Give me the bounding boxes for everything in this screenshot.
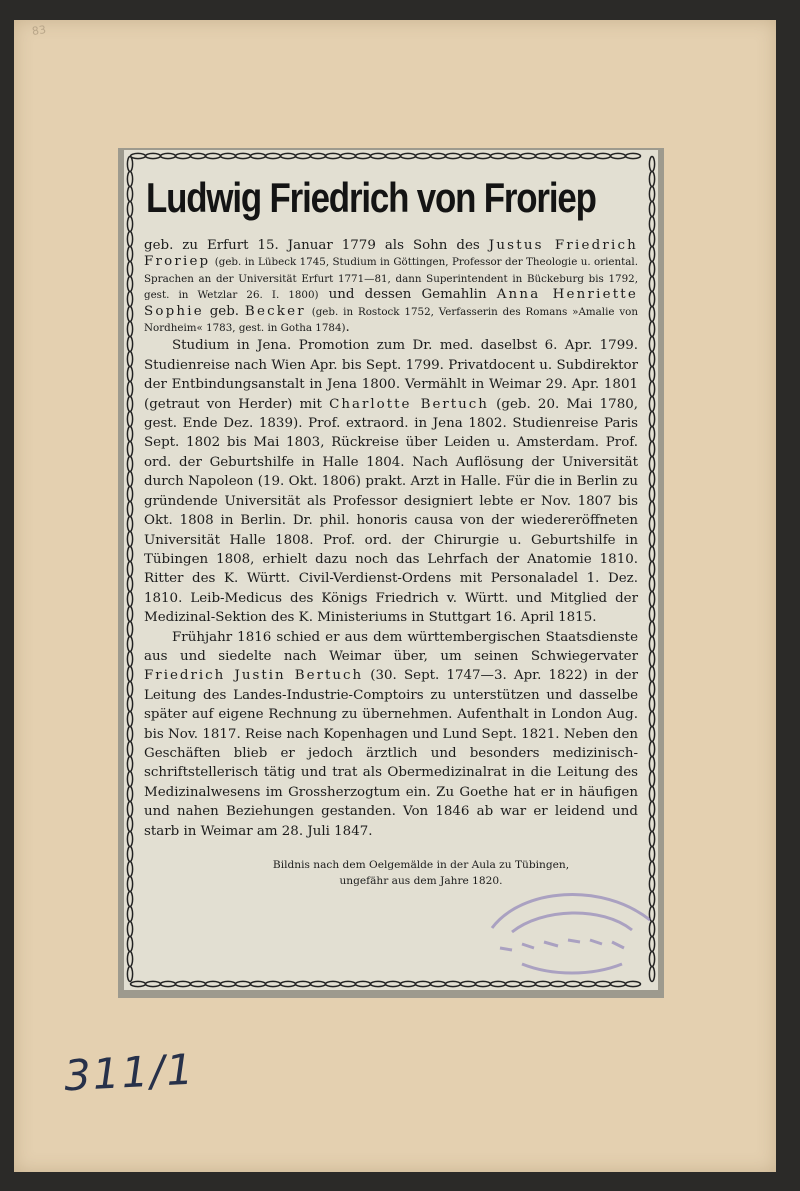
chain-link bbox=[649, 832, 654, 847]
chain-link bbox=[127, 367, 132, 382]
chain-link bbox=[566, 153, 581, 158]
chain-link bbox=[649, 547, 654, 562]
chain-link bbox=[649, 352, 654, 367]
chain-link bbox=[127, 727, 132, 742]
chain-link bbox=[127, 802, 132, 817]
chain-link bbox=[127, 292, 132, 307]
chain-link bbox=[649, 277, 654, 292]
para2-text-b: (30. Sept. 1747—3. Apr. 1822) in der Leitung des Landes-Industrie-Comptoirs zu unterstützen und dasselbe später auf eigene Rechnung zu übernehmen. Aufenthalt in London Aug. bis Nov. 1817. Reise nach Kopenhagen und Lund Sept. 1821. Neben den Geschäften blieb er jedoch ärztlich und besonders medizinisch-schriftstellerisch tätig und trat als Obermedizinalrat in die Leitung des Medizinalwesens im Grossherzogtum ein. Zu Goethe hat er in häufigen und nahen Beziehungen gestanden. Von 1846 ab war er leidend und starb in Weimar am 28. Juli 1847. bbox=[144, 668, 638, 839]
chain-link bbox=[386, 981, 401, 986]
chain-link bbox=[127, 427, 132, 442]
chain-link bbox=[649, 202, 654, 217]
chain-link bbox=[611, 153, 626, 158]
chain-link bbox=[649, 532, 654, 547]
chain-link bbox=[416, 981, 431, 986]
mother-maiden-name: Becker bbox=[244, 303, 306, 319]
chain-link bbox=[416, 153, 431, 158]
chain-link bbox=[649, 607, 654, 622]
chain-link bbox=[649, 757, 654, 772]
father-note: (geb. in Lübeck 1745, Studium in Göttingen, Professor der Theologie u. oriental. Sprachen an der Universität Erfurt 1771—81, dann Superintendent in Bückeburg bis 1792, gest. in Wetzlar 26. I. 1800) bbox=[144, 256, 638, 302]
chain-link bbox=[176, 981, 191, 986]
chain-link bbox=[146, 153, 161, 158]
lead-text-3: geb. bbox=[209, 303, 245, 319]
chain-link bbox=[127, 322, 132, 337]
lead-paragraph bbox=[144, 238, 638, 336]
chain-link bbox=[127, 832, 132, 847]
chain-link bbox=[401, 153, 416, 158]
chain-link bbox=[131, 153, 146, 158]
chain-link bbox=[127, 277, 132, 292]
chain-link bbox=[649, 682, 654, 697]
chain-link bbox=[649, 337, 654, 352]
chain-link bbox=[649, 247, 654, 262]
chain-link bbox=[649, 292, 654, 307]
chain-link bbox=[461, 153, 476, 158]
page-title: Ludwig Friedrich von Froriep bbox=[146, 174, 596, 221]
father-name: Justus Friedrich Froriep bbox=[144, 238, 638, 270]
chain-link bbox=[236, 153, 251, 158]
chain-link bbox=[127, 877, 132, 892]
chain-link bbox=[431, 981, 446, 986]
chain-link bbox=[206, 153, 221, 158]
para1-text-b: (geb. 20. Mai 1780, gest. Ende Dez. 1839). Prof. extraord. in Jena 1802. Studienreise Paris Sept. 1802 bis Mai 1803, Rückreise über Leiden u. Amsterdam. Prof. ord. der Geburtshilfe in Halle 1804. Nach Auflösung der Universität durch Napoleon (19. Okt. 1806) prakt. Arzt in Halle. Für die in Berlin zu gründende Universität als Professor designiert lebte er Nov. 1807 bis Okt. 1808 in Berlin. Dr. phil. honoris causa von der wiedereröffneten Universität Halle 1808. Prof. ord. der Chirurgie u. Geburtshilfe in Tübingen 1808, erhielt dazu noch das Lehrfach der Anatomie 1810. Ritter des K. Württ. Civil-Verdienst-Ordens mit Personaladel 1. Dez. 1810. Leib-Medicus des Königs Friedrich v. Württ. und Mitglied der Medizinal-Sektion des K. Ministeriums in Stuttgart 16. April 1815. bbox=[144, 396, 638, 626]
chain-link bbox=[127, 892, 132, 907]
chain-link bbox=[596, 153, 611, 158]
chain-link bbox=[127, 382, 132, 397]
chain-link bbox=[649, 712, 654, 727]
chain-link bbox=[446, 981, 461, 986]
chain-link bbox=[127, 607, 132, 622]
chain-link bbox=[127, 922, 132, 937]
chain-link bbox=[326, 981, 341, 986]
chain-link bbox=[131, 981, 146, 986]
chain-link bbox=[649, 502, 654, 517]
chain-link bbox=[176, 153, 191, 158]
chain-link bbox=[127, 307, 132, 322]
chain-link bbox=[127, 937, 132, 952]
chain-link bbox=[626, 153, 641, 158]
chain-link bbox=[649, 487, 654, 502]
chain-link bbox=[649, 442, 654, 457]
chain-link bbox=[127, 232, 132, 247]
chain-link bbox=[649, 172, 654, 187]
chain-link bbox=[649, 262, 654, 277]
chain-link bbox=[649, 742, 654, 757]
chain-link bbox=[649, 307, 654, 322]
chain-link bbox=[649, 232, 654, 247]
father-in-law-name: Friedrich Justin Bertuch bbox=[144, 668, 364, 684]
chain-link bbox=[506, 153, 521, 158]
chain-link bbox=[127, 472, 132, 487]
chain-link bbox=[649, 787, 654, 802]
chain-link bbox=[127, 592, 132, 607]
chain-link bbox=[127, 562, 132, 577]
chain-link bbox=[476, 153, 491, 158]
biography-paragraph-2 bbox=[144, 628, 638, 841]
chain-link bbox=[127, 532, 132, 547]
chain-link bbox=[536, 153, 551, 158]
lead-text-1: geb. zu Erfurt 15. Januar 1779 als Sohn des bbox=[144, 238, 489, 253]
chain-link bbox=[127, 652, 132, 667]
chain-link bbox=[649, 772, 654, 787]
chain-link bbox=[127, 622, 132, 637]
chain-link bbox=[127, 577, 132, 592]
chain-link bbox=[266, 153, 281, 158]
chain-link bbox=[127, 457, 132, 472]
lead-text-2: und dessen Gemahlin bbox=[328, 287, 497, 303]
corner-pencil-note: 83 bbox=[31, 23, 47, 38]
chain-link bbox=[127, 757, 132, 772]
chain-link bbox=[127, 172, 132, 187]
chain-link bbox=[581, 153, 596, 158]
chain-link bbox=[127, 862, 132, 877]
chain-link bbox=[281, 153, 296, 158]
chain-link bbox=[311, 981, 326, 986]
chain-link bbox=[127, 352, 132, 367]
chain-link bbox=[191, 981, 206, 986]
chain-link bbox=[127, 157, 132, 172]
chain-link bbox=[551, 153, 566, 158]
chain-link bbox=[649, 457, 654, 472]
chain-link bbox=[127, 772, 132, 787]
chain-link bbox=[521, 153, 536, 158]
chain-link bbox=[127, 817, 132, 832]
chain-link bbox=[341, 153, 356, 158]
chain-link bbox=[296, 153, 311, 158]
chain-link bbox=[127, 637, 132, 652]
chain-link bbox=[251, 153, 266, 158]
chain-link bbox=[266, 981, 281, 986]
chain-link bbox=[127, 907, 132, 922]
chain-link bbox=[649, 592, 654, 607]
chain-link bbox=[127, 742, 132, 757]
library-stamp bbox=[482, 880, 662, 990]
chain-link bbox=[127, 967, 132, 982]
chain-link bbox=[649, 847, 654, 862]
chain-link bbox=[649, 472, 654, 487]
chain-link bbox=[281, 981, 296, 986]
chain-link bbox=[401, 981, 416, 986]
mother-note: (geb. in Rostock 1752, Verfasserin des Romans »Amalie von Nordheim« 1783, gest. in Gotha 1784) bbox=[144, 305, 638, 335]
wife-name: Charlotte Bertuch bbox=[329, 396, 489, 412]
chain-link bbox=[127, 442, 132, 457]
chain-link bbox=[127, 502, 132, 517]
chain-link bbox=[649, 577, 654, 592]
chain-link bbox=[649, 412, 654, 427]
chain-link bbox=[649, 862, 654, 877]
chain-link bbox=[161, 981, 176, 986]
chain-link bbox=[127, 712, 132, 727]
chain-link bbox=[127, 787, 132, 802]
chain-link bbox=[127, 682, 132, 697]
chain-link bbox=[127, 262, 132, 277]
chain-link bbox=[649, 802, 654, 817]
chain-link bbox=[127, 667, 132, 682]
chain-link bbox=[386, 153, 401, 158]
chain-link bbox=[341, 981, 356, 986]
chain-link bbox=[127, 697, 132, 712]
chain-link bbox=[296, 981, 311, 986]
caption-line-2: ungefähr aus dem Jahre 1820. bbox=[339, 875, 503, 887]
chain-link bbox=[206, 981, 221, 986]
chain-link bbox=[127, 337, 132, 352]
chain-link bbox=[356, 981, 371, 986]
chain-link bbox=[127, 952, 132, 967]
chain-link bbox=[649, 727, 654, 742]
mother-name: Anna Henriette Sophie bbox=[144, 287, 639, 319]
chain-link bbox=[127, 487, 132, 502]
chain-link bbox=[649, 622, 654, 637]
chain-link bbox=[649, 382, 654, 397]
chain-link bbox=[127, 187, 132, 202]
chain-link bbox=[649, 322, 654, 337]
chain-link bbox=[649, 187, 654, 202]
lead-end: . bbox=[345, 320, 350, 336]
chain-link bbox=[649, 157, 654, 172]
chain-link bbox=[461, 981, 476, 986]
chain-link bbox=[127, 517, 132, 532]
chain-link bbox=[649, 517, 654, 532]
chain-link bbox=[446, 153, 461, 158]
chain-link bbox=[127, 247, 132, 262]
chain-link bbox=[431, 153, 446, 158]
chain-link bbox=[311, 153, 326, 158]
chain-link bbox=[251, 981, 266, 986]
chain-link bbox=[127, 412, 132, 427]
chain-link bbox=[221, 981, 236, 986]
chain-link bbox=[649, 817, 654, 832]
printed-sheet bbox=[124, 150, 658, 990]
chain-link bbox=[371, 981, 386, 986]
chain-link bbox=[649, 697, 654, 712]
chain-link bbox=[649, 637, 654, 652]
chain-link bbox=[236, 981, 251, 986]
chain-link bbox=[127, 847, 132, 862]
chain-link bbox=[127, 397, 132, 412]
chain-link bbox=[326, 153, 341, 158]
chain-link bbox=[146, 981, 161, 986]
chain-link bbox=[649, 397, 654, 412]
sheet-content bbox=[144, 172, 638, 889]
chain-link bbox=[649, 367, 654, 382]
chain-link bbox=[649, 652, 654, 667]
chain-link bbox=[356, 153, 371, 158]
biography-paragraph-1 bbox=[144, 336, 638, 627]
chain-link bbox=[649, 217, 654, 232]
chain-link bbox=[127, 547, 132, 562]
chain-link bbox=[127, 217, 132, 232]
chain-link bbox=[371, 153, 386, 158]
chain-link bbox=[161, 153, 176, 158]
chain-link bbox=[491, 153, 506, 158]
chain-link bbox=[649, 427, 654, 442]
chain-link bbox=[191, 153, 206, 158]
chain-link bbox=[221, 153, 236, 158]
caption-line-1: Bildnis nach dem Oelgemälde in der Aula zu Tübingen, bbox=[272, 859, 570, 871]
handwritten-shelfmark: 311/1 bbox=[62, 1044, 197, 1101]
chain-link bbox=[127, 202, 132, 217]
chain-link bbox=[649, 667, 654, 682]
chain-link bbox=[649, 562, 654, 577]
para2-text-a: Frühjahr 1816 schied er aus dem württembergischen Staatsdienste aus und siedelte nach Weimar über, um seinen Schwiegervater bbox=[144, 629, 638, 664]
para1-text-a: Studium in Jena. Promotion zum Dr. med. daselbst 6. Apr. 1799. Studienreise nach Wien Apr. bis Sept. 1799. Privatdocent u. Subdirektor der Entbindungsanstalt in Jena 1800. Vermählt in Weimar 29. Apr. 1801 (getraut von Herder) mit bbox=[144, 338, 638, 412]
